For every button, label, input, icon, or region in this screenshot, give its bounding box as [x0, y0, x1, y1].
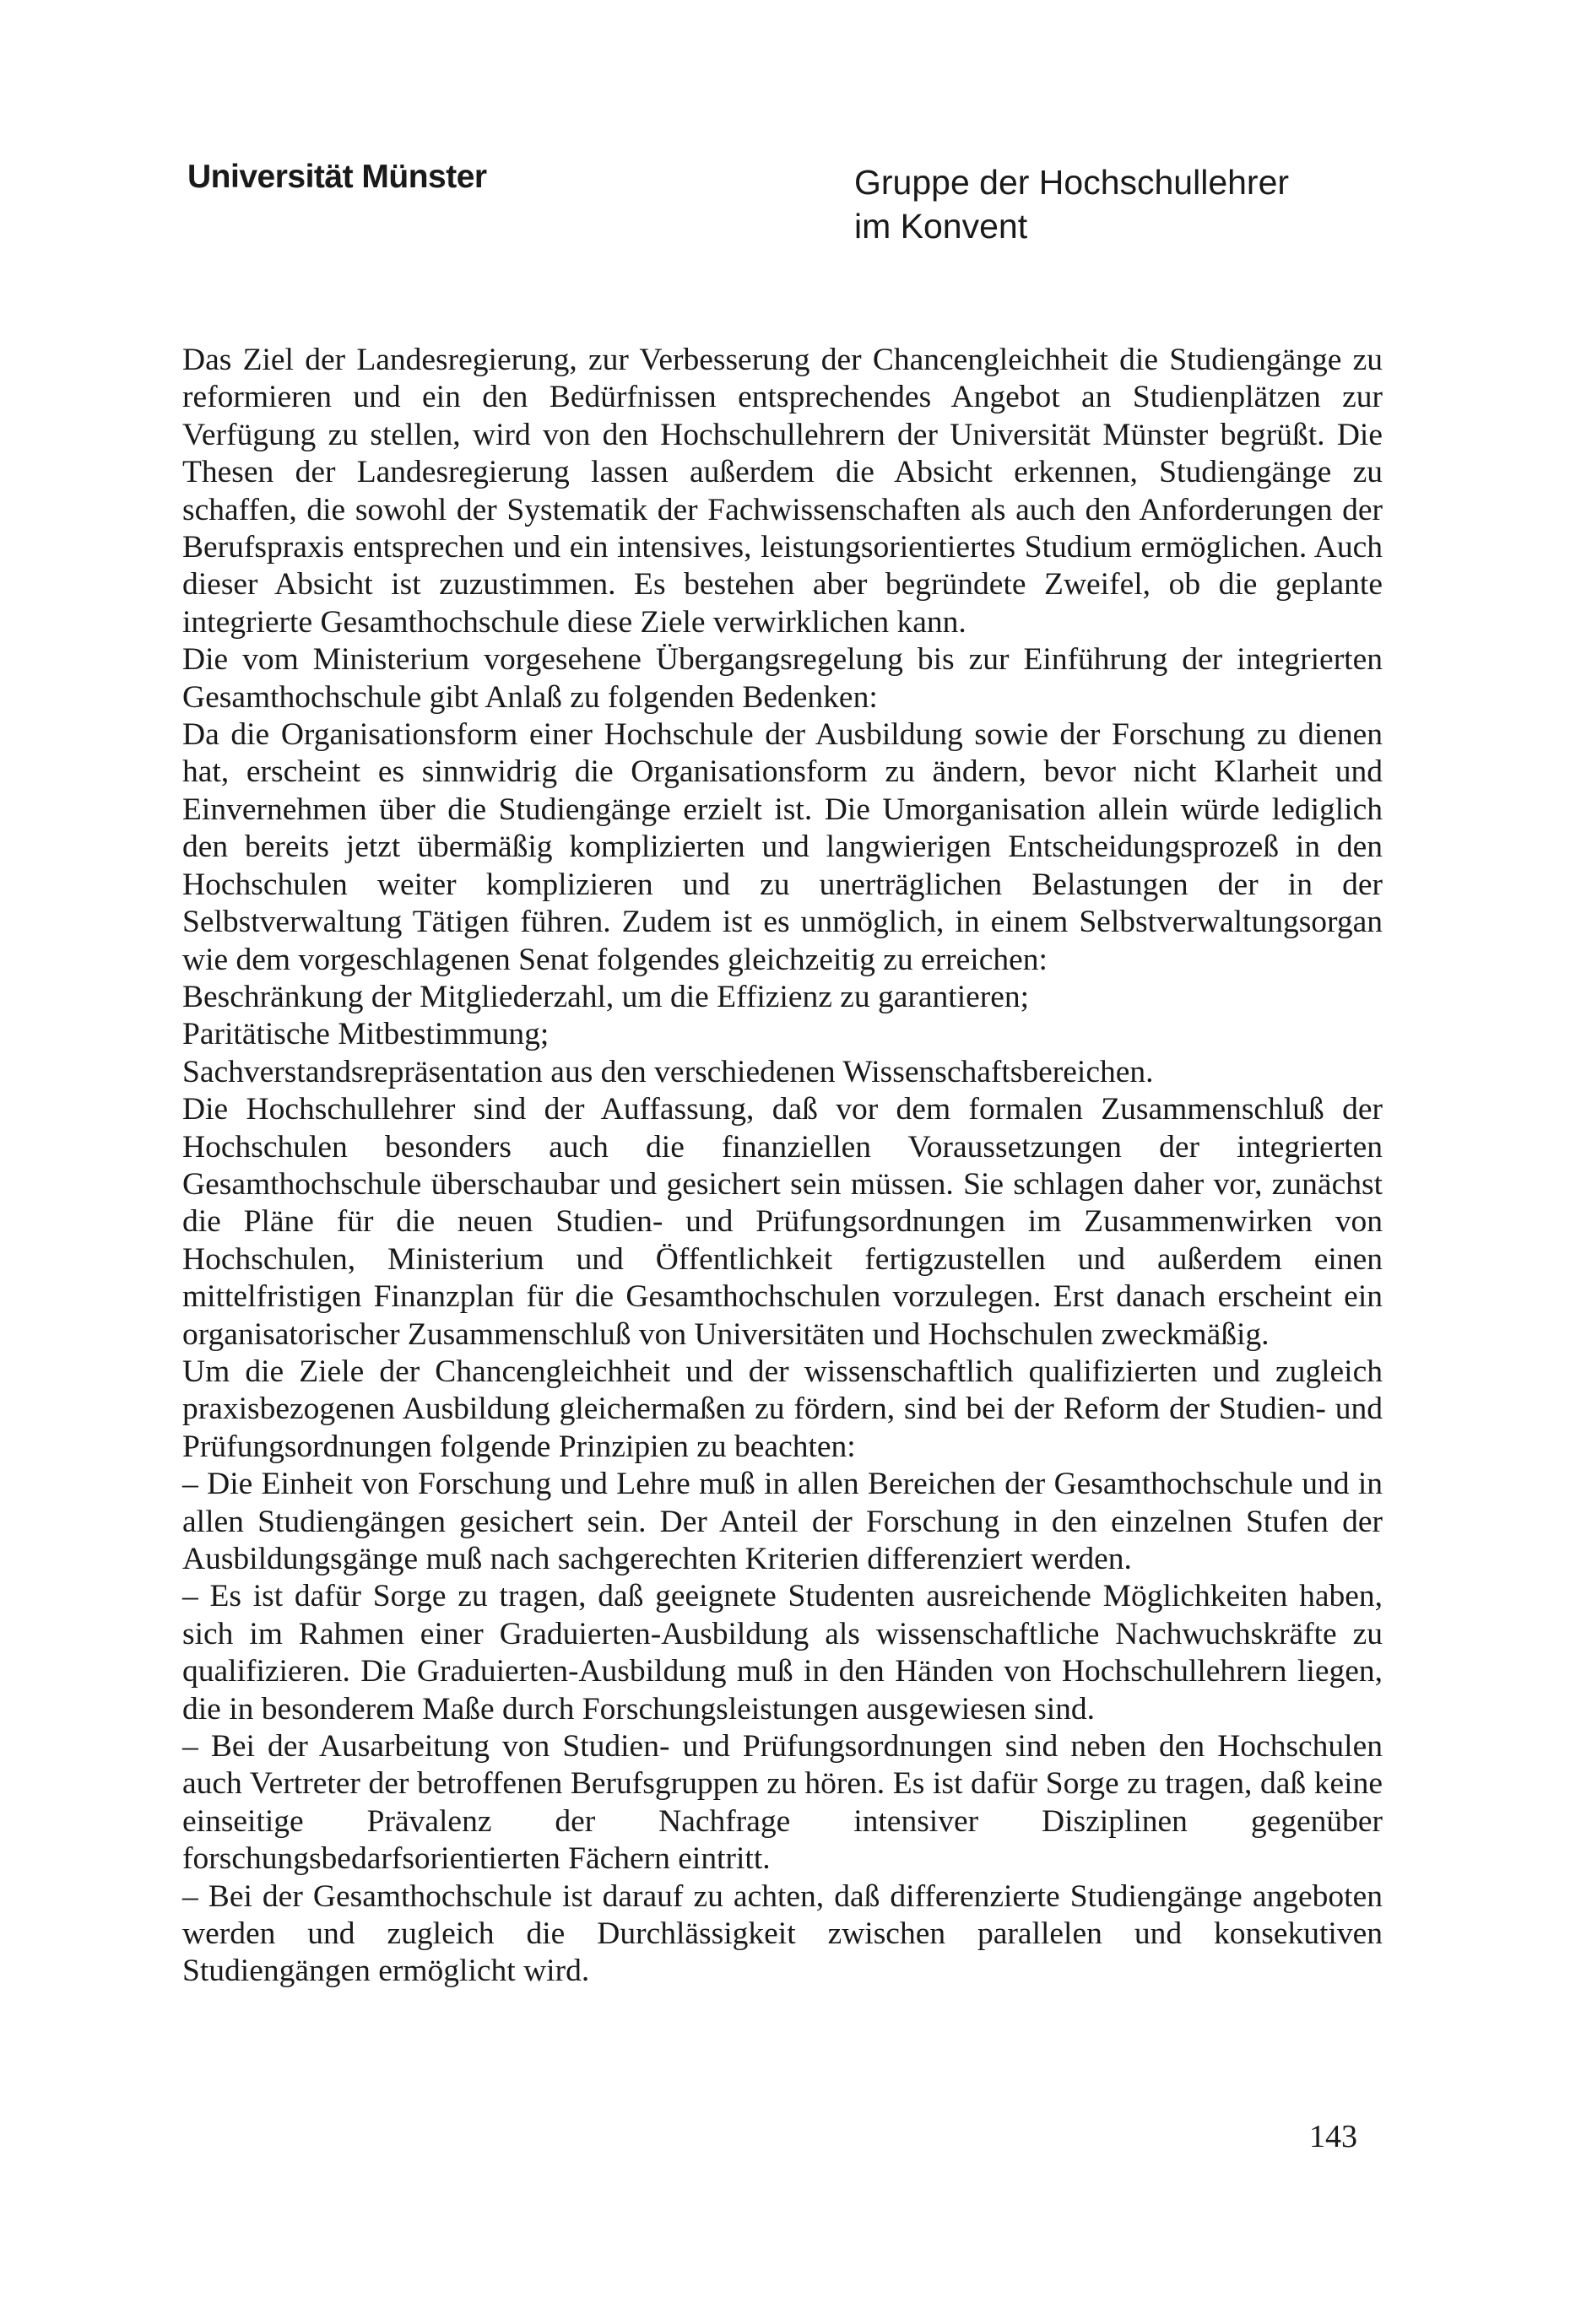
list-line: Sachverstandsrepräsentation aus den verschiedenen Wissenschaftsbereichen. — [182, 1054, 1154, 1089]
bullet-item: – Bei der Ausarbeitung von Studien- und Prüfungsordnungen sind neben den Hochschulen auch Vertreter der betroffenen Berufsgruppen zu hören. Es ist dafür Sorge zu tragen, daß keine einseitige Prävalenz der Nachfrage intensiver Disziplinen gegenüber forschungsbedarfsorientierten Fächern eintritt. — [182, 1729, 1383, 1877]
body-text — [182, 342, 1383, 1991]
bullet-item: – Die Einheit von Forschung und Lehre muß in allen Bereichen der Gesamthochschule und in allen Studiengängen gesichert sein. Der Anteil der Forschung in den einzelnen Stufen der Ausbildungsgänge muß nach sachgerechten Kriterien differenziert werden. — [182, 1467, 1383, 1576]
list-line: Paritätische Mitbestimmung; — [182, 1017, 550, 1052]
group-heading-line-1: Gruppe der Hochschullehrer — [854, 163, 1290, 202]
bullet-item: – Es ist dafür Sorge zu tragen, daß geeignete Studenten ausreichende Möglichkeiten haben, sich im Rahmen einer Graduierten-Ausbildung als wissenschaftliche Nachwuchskräfte zu qualifizieren. Die Graduierten-Ausbildung muß in den Händen von Hochschullehrern liegen, die in besonderem Maße durch Forschungsleistungen ausgewiesen sind. — [182, 1579, 1383, 1727]
page-number: 143 — [1309, 2119, 1357, 2154]
bullet-item: – Bei der Gesamthochschule ist darauf zu achten, daß differenzierte Studiengänge angeboten werden und zugleich die Durchlässigkeit zwischen parallelen und konsekutiven Studiengängen ermöglicht wird. — [182, 1878, 1383, 1989]
paragraph: Die Hochschullehrer sind der Auffassung, daß vor dem formalen Zusammenschluß der Hochschulen besonders auch die finanziellen Voraussetzungen der integrierten Gesamthochschule überschaubar und gesichert sein müssen. Sie schlagen daher vor, zunächst die Pläne für die neuen Studien- und Prüfungsordnungen im Zusammenwirken von Hochschulen, Ministerium und Öffentlichkeit fertigzustellen und außerdem einen mittelfristigen Finanzplan für die Gesamthochschulen vorzulegen. Erst danach erscheint ein organisatorischer Zusammenschluß von Universitäten und Hochschulen zweckmäßig. — [182, 1092, 1383, 1352]
paragraph: Das Ziel der Landesregierung, zur Verbesserung der Chancengleichheit die Studiengänge zu reformieren und ein den Bedürfnissen entsprechendes Angebot an Studienplätzen zur Verfügung zu stellen, wird von den Hochschullehrern der Universität Münster begrüßt. Die Thesen der Landesregierung lassen außerdem die Absicht erkennen, Studiengänge zu schaffen, die sowohl der Systematik der Fachwissenschaften als auch den Anforderungen der Berufspraxis entsprechen und ein intensives, leistungsorientiertes Studium ermöglichen. Auch dieser Absicht ist zuzustimmen. Es bestehen aber begründete Zweifel, ob die geplante integrierte Gesamthochschule diese Ziele verwirklichen kann. — [182, 343, 1383, 640]
group-heading — [854, 160, 1289, 248]
institution-title: Universität Münster — [187, 159, 487, 195]
list-line: Beschränkung der Mitgliederzahl, um die Effizienz zu garantieren; — [182, 979, 1030, 1014]
paragraph: Die vom Ministerium vorgesehene Übergangsregelung bis zur Einführung der integrierten Gesamthochschule gibt Anlaß zu folgenden Bedenken: — [182, 642, 1383, 715]
paragraph: Da die Organisationsform einer Hochschule der Ausbildung sowie der Forschung zu dienen hat, erscheint es sinnwidrig die Organisationsform zu ändern, bevor nicht Klarheit und Einvernehmen über die Studiengänge erzielt ist. Die Umorganisation allein würde lediglich den bereits jetzt übermäßig komplizierten und langwierigen Entscheidungsprozeß in den Hochschulen weiter komplizieren und zu unerträglichen Belastungen der in der Selbstverwaltung Tätigen führen. Zudem ist es unmöglich, in einem Selbstverwaltungsorgan wie dem vorgeschlagenen Senat folgendes gleichzeitig zu erreichen: — [182, 717, 1383, 977]
paragraph: Um die Ziele der Chancengleichheit und der wissenschaftlich qualifizierten und zugleich praxisbezogenen Ausbildung gleichermaßen zu fördern, sind bei der Reform der Studien- und Prüfungsordnungen folgende Prinzipien zu beachten: — [182, 1354, 1383, 1464]
group-heading-line-2: im Konvent — [854, 207, 1028, 246]
